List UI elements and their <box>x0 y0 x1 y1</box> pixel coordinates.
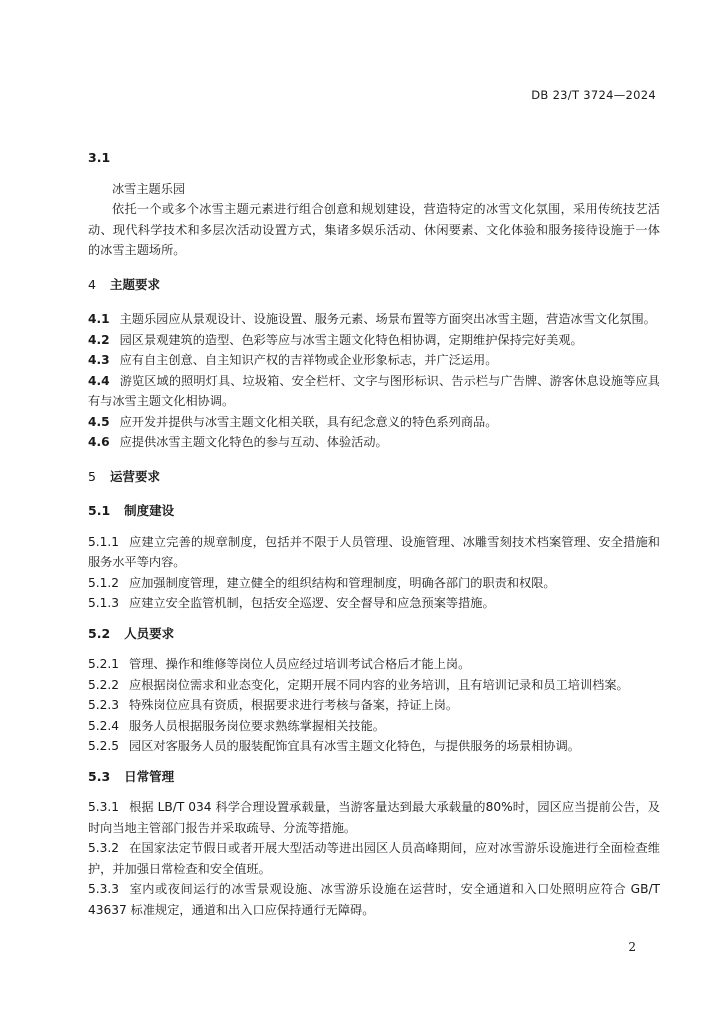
clause-text: 应根据岗位需求和业态变化，定期开展不同内容的业务培训，且有培训记录和员工培训档案。 <box>129 677 629 692</box>
clause-number: 5.1.3 <box>88 596 120 610</box>
clause-number: 5.3.2 <box>88 841 120 855</box>
clause-number: 4.5 <box>88 414 110 429</box>
clause-5-3-3 <box>88 879 660 920</box>
subsection-5-2-heading <box>88 624 660 645</box>
clause-5-3-1 <box>88 797 660 838</box>
clause-4-3 <box>88 350 660 371</box>
term-title: 冰雪主题乐园 <box>112 181 186 196</box>
section-4-heading <box>88 275 660 296</box>
clause-5-3-2 <box>88 838 660 879</box>
clause-text: 室内或夜间运行的冰雪景观设施、冰雪游乐设施在运营时，安全通道和入口处照明应符合 GB/T 43637 标准规定，通道和出入口应保持通行无障碍。 <box>88 882 660 917</box>
section-number: 4 <box>88 276 96 292</box>
clause-text: 管理、操作和维修等岗位人员应经过培训考试合格后才能上岗。 <box>129 657 471 671</box>
clause-5-2-3 <box>88 695 660 716</box>
standard-code: DB 23/T 3724—2024 <box>531 88 656 102</box>
clause-text: 特殊岗位应具有资质，根据要求进行考核与备案，持证上岗。 <box>129 698 459 712</box>
clause-text: 应开发并提供与冰雪主题文化相关联，具有纪念意义的特色系列商品。 <box>119 414 498 429</box>
clause-number: 5.2.2 <box>88 677 120 692</box>
clause-number: 5.1.2 <box>88 575 120 590</box>
clause-number: 4.4 <box>88 373 110 388</box>
term-number: 3.1 <box>88 150 111 165</box>
clause-number: 5.2.3 <box>88 698 120 712</box>
clause-text: 应建立安全监管机制，包括安全巡逻、安全督导和应急预案等措施。 <box>129 596 495 610</box>
clause-5-2-4 <box>88 716 660 737</box>
clause-text: 园区景观建筑的造型、色彩等应与冰雪主题文化特色相协调，定期维护保持完好美观。 <box>119 332 583 347</box>
subsection-5-3-heading <box>88 767 660 788</box>
clause-5-2-1 <box>88 654 660 675</box>
clause-text: 园区对客服务人员的服装配饰宜具有冰雪主题文化特色，与提供服务的场景相协调。 <box>129 739 580 753</box>
subsection-title: 人员要求 <box>124 625 175 641</box>
term-definition: 依托一个或多个冰雪主题元素进行组合创意和规划建设，营造特定的冰雪文化氛围，采用传统技艺活动、现代科学技术和多层次活动设置方式，集诸多娱乐活动、休闲要素、文化体验和服务接待设施于一体的冰雪主题场所。 <box>88 202 660 257</box>
subsection-title: 日常管理 <box>124 768 175 784</box>
clause-5-2-5 <box>88 736 660 757</box>
clause-text: 主题乐园应从景观设计、设施设置、服务元素、场景布置等方面突出冰雪主题，营造冰雪文化氛围。 <box>119 312 656 326</box>
section-title: 主题要求 <box>109 276 160 292</box>
clause-number: 5.3.3 <box>88 882 120 896</box>
clause-number: 4.1 <box>88 312 110 326</box>
clause-number: 4.2 <box>88 332 110 347</box>
subsection-number: 5.2 <box>88 625 111 641</box>
clause-5-1-2 <box>88 573 660 594</box>
section-5-heading <box>88 467 660 488</box>
clause-number: 4.6 <box>88 435 110 449</box>
clause-4-5 <box>88 412 660 433</box>
clause-text: 应加强制度管理，建立健全的组织结构和管理制度，明确各部门的职责和权限。 <box>129 575 556 590</box>
page-number: 2 <box>628 940 636 954</box>
clause-4-4 <box>88 371 660 412</box>
clause-number: 5.1.1 <box>88 534 120 549</box>
clause-text: 在国家法定节假日或者开展大型活动等进出园区人员高峰期间，应对冰雪游乐设施进行全面检查维护，并加强日常检查和安全值班。 <box>88 841 660 876</box>
clause-4-2 <box>88 330 660 351</box>
clause-number: 4.3 <box>88 353 110 367</box>
clause-text: 应有自主创意、自主知识产权的吉祥物或企业形象标志，并广泛运用。 <box>119 353 498 367</box>
clause-4-1 <box>88 309 660 330</box>
clause-5-1-1 <box>88 532 660 573</box>
clause-text: 应提供冰雪主题文化特色的参与互动、体验活动。 <box>119 435 388 449</box>
clause-text: 游览区域的照明灯具、垃圾箱、安全栏杆、文字与图形标识、告示栏与广告牌、游客休息设施等应具有与冰雪主题文化相协调。 <box>88 373 660 408</box>
subsection-5-1-heading <box>88 501 660 522</box>
section-number: 5 <box>88 468 96 484</box>
clause-number: 5.2.4 <box>88 718 120 733</box>
clause-text: 服务人员根据服务岗位要求熟练掌握相关技能。 <box>129 718 385 733</box>
clause-number: 5.2.1 <box>88 657 120 671</box>
clause-number: 5.2.5 <box>88 739 120 753</box>
clause-5-2-2 <box>88 675 660 696</box>
clause-4-6 <box>88 432 660 453</box>
section-title: 运营要求 <box>109 468 160 484</box>
subsection-title: 制度建设 <box>124 503 175 518</box>
clause-text: 应建立完善的规章制度，包括并不限于人员管理、设施管理、冰雕雪刻技术档案管理、安全措施和服务水平等内容。 <box>88 534 660 569</box>
subsection-number: 5.1 <box>88 503 111 518</box>
subsection-number: 5.3 <box>88 768 111 784</box>
clause-number: 5.3.1 <box>88 800 120 814</box>
clause-text: 根据 LB/T 034 科学合理设置承载量，当游客量达到最大承载量的80%时，园区应当提前公告，及时向当地主管部门报告并采取疏导、分流等措施。 <box>88 800 660 835</box>
clause-5-1-3 <box>88 593 660 614</box>
document-body <box>88 148 660 920</box>
